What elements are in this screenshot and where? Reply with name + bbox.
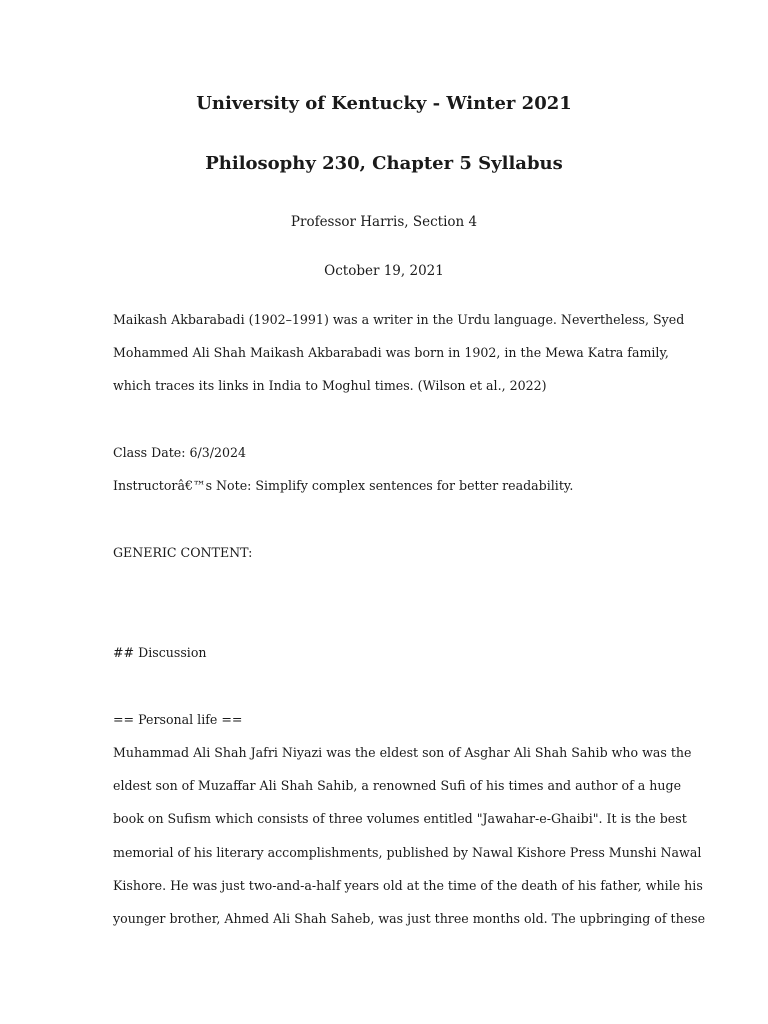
paragraph-line-1: Muhammad Ali Shah Jafri Niyazi was the eldest son of Asghar Ali Shah Sahib who was the bbox=[113, 745, 692, 760]
personal-life-heading: == Personal life == bbox=[113, 712, 243, 727]
document-date: October 19, 2021 bbox=[324, 263, 444, 279]
intro-line-3: which traces its links in India to Moghul times. (Wilson et al., 2022) bbox=[113, 378, 547, 393]
paragraph-line-6: younger brother, Ahmed Ali Shah Saheb, was just three months old. The upbringing of these bbox=[113, 911, 706, 926]
paragraph-line-3: book on Sufism which consists of three volumes entitled "Jawahar-e-Ghaibi". It is the best bbox=[113, 811, 687, 826]
class-date: Class Date: 6/3/2024 bbox=[113, 445, 247, 460]
paragraph-line-4: memorial of his literary accomplishments, published by Nawal Kishore Press Munshi Nawal bbox=[113, 845, 702, 860]
intro-line-2: Mohammed Ali Shah Maikash Akbarabadi was born in 1902, in the Mewa Katra family, bbox=[113, 345, 669, 360]
document-subtitle: Philosophy 230, Chapter 5 Syllabus bbox=[205, 153, 563, 174]
paragraph-line-2: eldest son of Muzaffar Ali Shah Sahib, a renowned Sufi of his times and author of a huge bbox=[113, 778, 682, 793]
generic-content-label: GENERIC CONTENT: bbox=[113, 545, 253, 560]
intro-line-1: Maikash Akbarabadi (1902–1991) was a writer in the Urdu language. Nevertheless, Syed bbox=[113, 312, 685, 327]
document-title: University of Kentucky - Winter 2021 bbox=[196, 93, 572, 114]
discussion-heading: ## Discussion bbox=[113, 645, 207, 660]
paragraph-line-5: Kishore. He was just two-and-a-half years old at the time of the death of his father, while his bbox=[113, 878, 703, 893]
professor-line: Professor Harris, Section 4 bbox=[290, 214, 478, 230]
instructor-note: Instructorâ€™s Note: Simplify complex sentences for better readability. bbox=[113, 478, 574, 493]
